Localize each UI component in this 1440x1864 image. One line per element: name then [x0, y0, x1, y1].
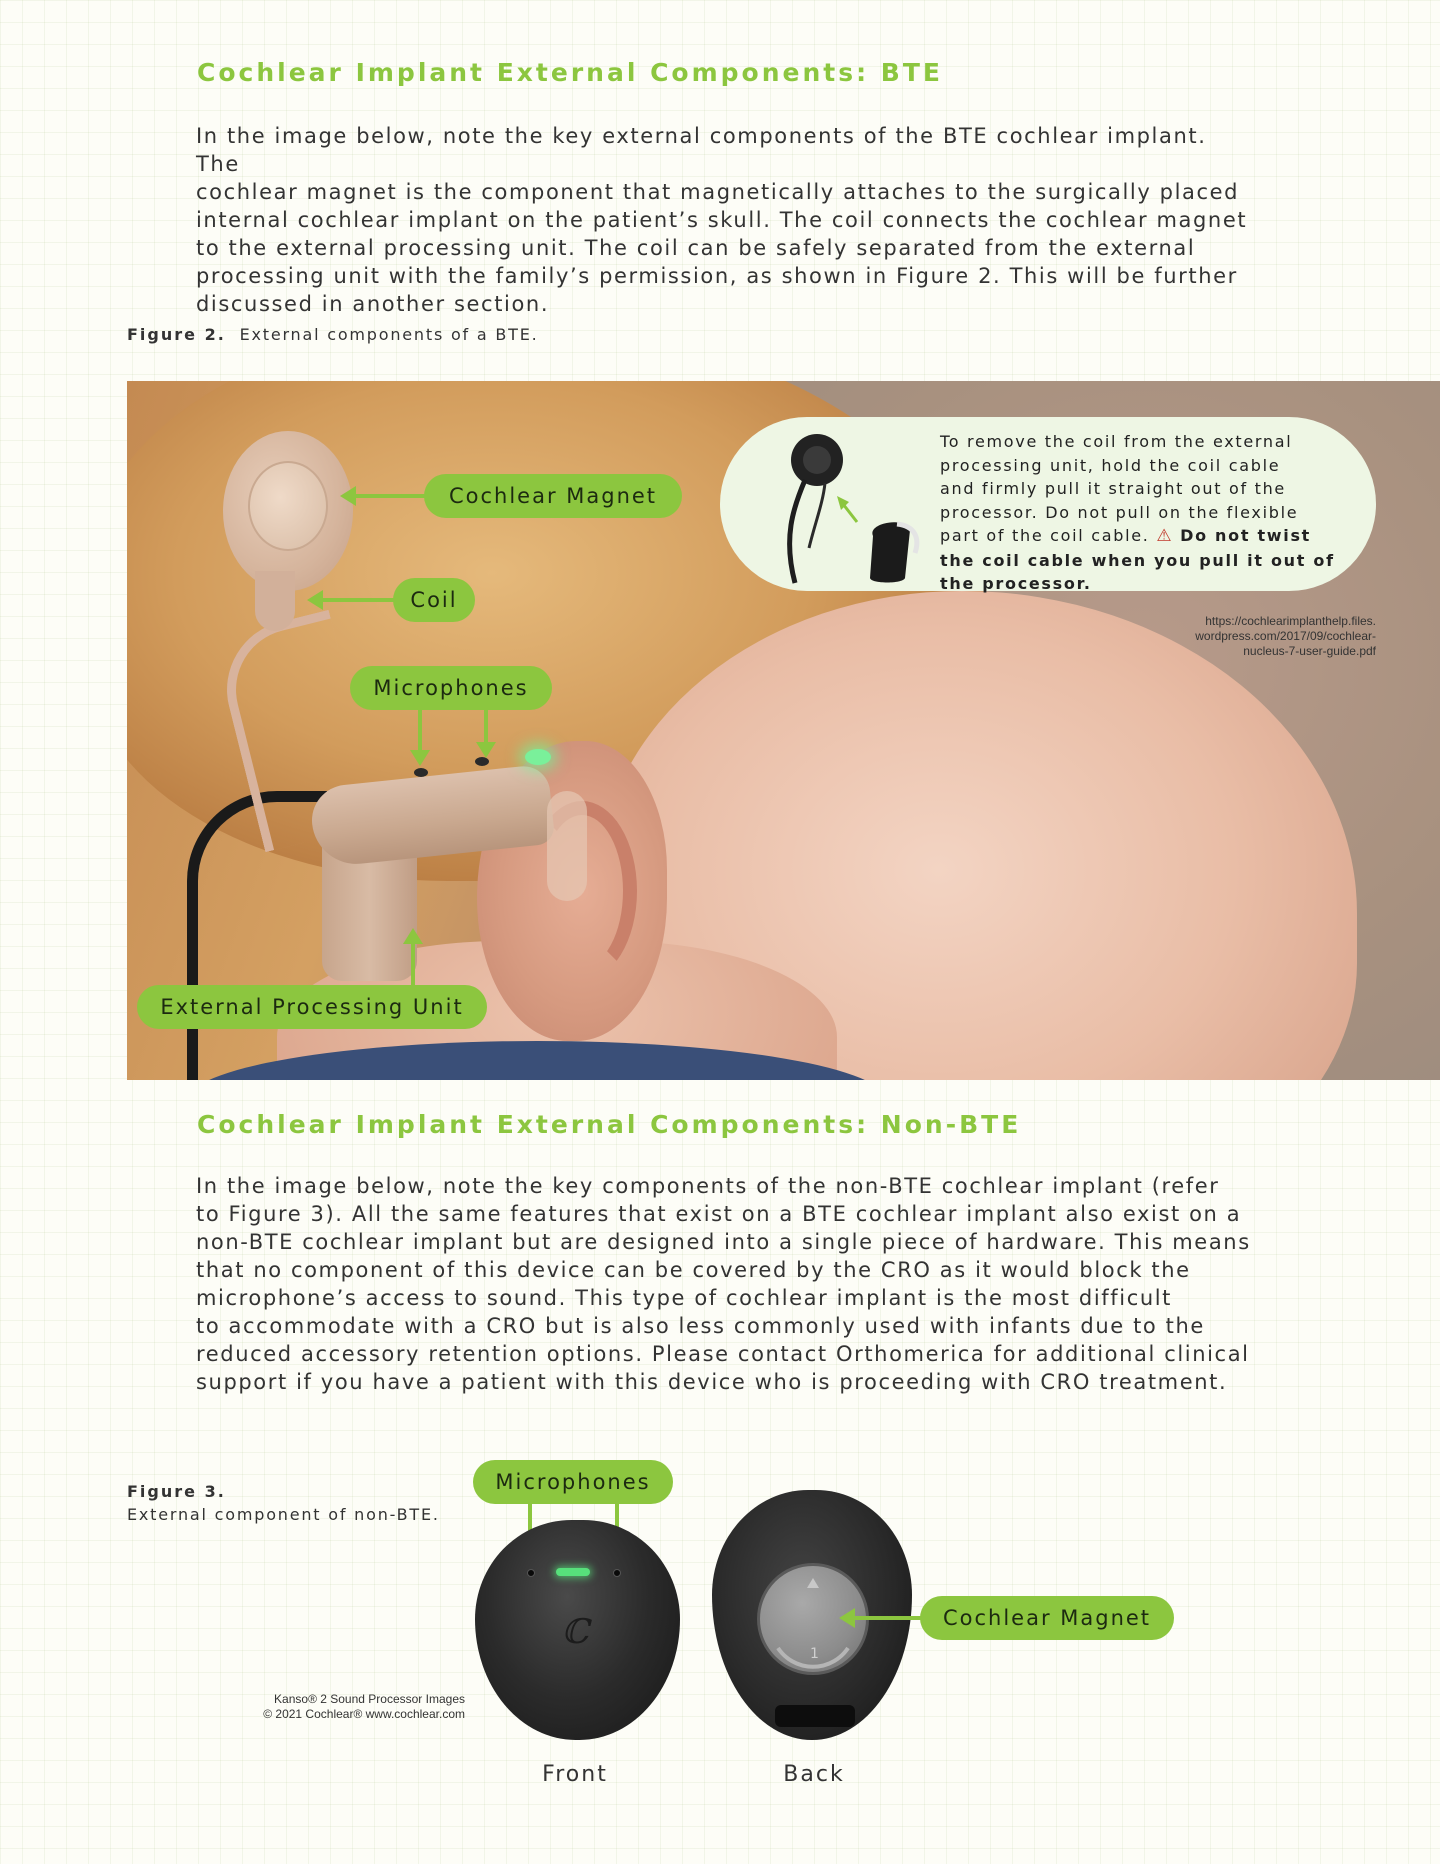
- callout-line: and firmly pull it straight out of the: [940, 479, 1286, 498]
- warning-triangle-icon: ⚠: [1156, 526, 1174, 546]
- arrow-line: [484, 708, 488, 744]
- bte-source-credit: [1100, 614, 1376, 659]
- kanso-credit: [220, 1692, 465, 1722]
- credit-line: © 2021 Cochlear® www.cochlear.com: [263, 1707, 465, 1721]
- source-line: nucleus-7-user-guide.pdf: [1243, 644, 1376, 658]
- svg-text:1: 1: [810, 1646, 819, 1662]
- label-back: Back: [783, 1762, 845, 1787]
- callout-line: processing unit, hold the coil cable: [940, 455, 1281, 475]
- non-bte-paragraph-line: support if you have a patient with this device who is proceeding with CRO treatment.: [196, 1370, 1228, 1394]
- callout-warning-line: the processor.: [940, 574, 1092, 593]
- callout-warning-line: the coil cable when you pull it out of: [940, 550, 1335, 570]
- arrow-head-left: [340, 486, 356, 506]
- device-back-slot: [775, 1705, 855, 1727]
- label-cochlear-magnet: Cochlear Magnet: [424, 474, 682, 518]
- non-bte-paragraph-line: microphone’s access to sound. This type of cochlear implant is the most difficult: [196, 1286, 1173, 1310]
- label-coil: Coil: [393, 578, 475, 622]
- figure-2-caption: [127, 325, 539, 344]
- coil-removal-illustration: [775, 428, 925, 588]
- credit-line: Kanso® 2 Sound Processor Images: [274, 1692, 465, 1706]
- callout-line: To remove the coil from the external: [940, 432, 1293, 451]
- photo-mic-dot: [414, 768, 428, 777]
- arrow-head-down: [476, 742, 496, 758]
- figure-2-caption-text: External components of a BTE.: [239, 325, 539, 344]
- callout-text: [940, 430, 1340, 596]
- non-bte-heading: Cochlear Implant External Components: Non-BTE: [197, 1110, 1022, 1139]
- arrow-line: [411, 943, 415, 987]
- photo-coil-stem: [255, 571, 295, 631]
- photo-ear-hook: [547, 791, 587, 901]
- label-external-processing-unit: External Processing Unit: [137, 985, 487, 1029]
- label-front: Front: [542, 1762, 608, 1787]
- figure-3-caption-text: External component of non-BTE.: [127, 1505, 440, 1524]
- arrow-head-left: [307, 590, 323, 610]
- source-line: wordpress.com/2017/09/cochlear-: [1195, 629, 1376, 643]
- device-front-led: [556, 1568, 590, 1576]
- photo-mic-dot: [475, 757, 489, 766]
- arrow-line: [855, 1616, 923, 1620]
- cochlear-logo-icon: ℂ: [561, 1612, 589, 1652]
- figure-3-caption: [127, 1480, 440, 1526]
- bte-paragraph-line: cochlear magnet is the component that magnetically attaches to the surgically placed: [196, 180, 1240, 204]
- bte-paragraph-line: to the external processing unit. The coil can be safely separated from the external: [196, 236, 1196, 260]
- device-front-mic: [527, 1569, 535, 1577]
- figure-3-label: Figure 3.: [127, 1482, 226, 1501]
- bte-heading: Cochlear Implant External Components: BTE: [197, 58, 943, 87]
- label-cochlear-magnet-non-bte: Cochlear Magnet: [920, 1596, 1174, 1640]
- callout-warning-line: Do not twist: [1180, 526, 1312, 545]
- arrow-head-up: [403, 928, 423, 944]
- non-bte-paragraph-line: to accommodate with a CRO but is also less commonly used with infants due to the: [196, 1314, 1205, 1338]
- callout-line: processor. Do not pull on the flexible: [940, 502, 1299, 522]
- device-front-mic: [613, 1569, 621, 1577]
- bte-paragraph-line: internal cochlear implant on the patient’s skull. The coil connects the cochlear magnet: [196, 208, 1248, 232]
- label-microphones: Microphones: [350, 666, 552, 710]
- label-microphones-non-bte: Microphones: [473, 1460, 673, 1504]
- arrow-head-left: [839, 1608, 855, 1628]
- coil-illustration-svg: [775, 428, 925, 588]
- non-bte-paragraph-line: that no component of this device can be covered by the CRO as it would block the: [196, 1258, 1191, 1282]
- arrow-line: [322, 598, 396, 602]
- bte-paragraph: [196, 122, 1256, 318]
- arrow-line: [355, 494, 427, 498]
- figure-2-label: Figure 2.: [127, 325, 226, 344]
- callout-line: part of the coil cable.: [940, 526, 1150, 545]
- bte-paragraph-line: processing unit with the family’s permission, as shown in Figure 2. This will be further: [196, 264, 1238, 288]
- bte-paragraph-line: In the image below, note the key external components of the BTE cochlear implant. The: [196, 124, 1207, 176]
- photo-green-led: [525, 749, 551, 765]
- non-bte-paragraph-line: In the image below, note the key components of the non-BTE cochlear implant (refer: [196, 1174, 1220, 1198]
- arrow-head-down: [410, 750, 430, 766]
- non-bte-paragraph-line: to Figure 3). All the same features that exist on a BTE cochlear implant also exist on a: [196, 1202, 1242, 1226]
- non-bte-paragraph: [196, 1172, 1256, 1396]
- non-bte-paragraph-line: reduced accessory retention options. Please contact Orthomerica for additional clinical: [196, 1342, 1250, 1366]
- bte-paragraph-line: discussed in another section.: [196, 292, 550, 316]
- photo-magnet-center: [248, 461, 328, 551]
- non-bte-paragraph-line: non-BTE cochlear implant but are designed into a single piece of hardware. This means: [196, 1230, 1251, 1254]
- source-line: https://cochlearimplanthelp.files.: [1205, 614, 1376, 628]
- arrow-line: [418, 708, 422, 752]
